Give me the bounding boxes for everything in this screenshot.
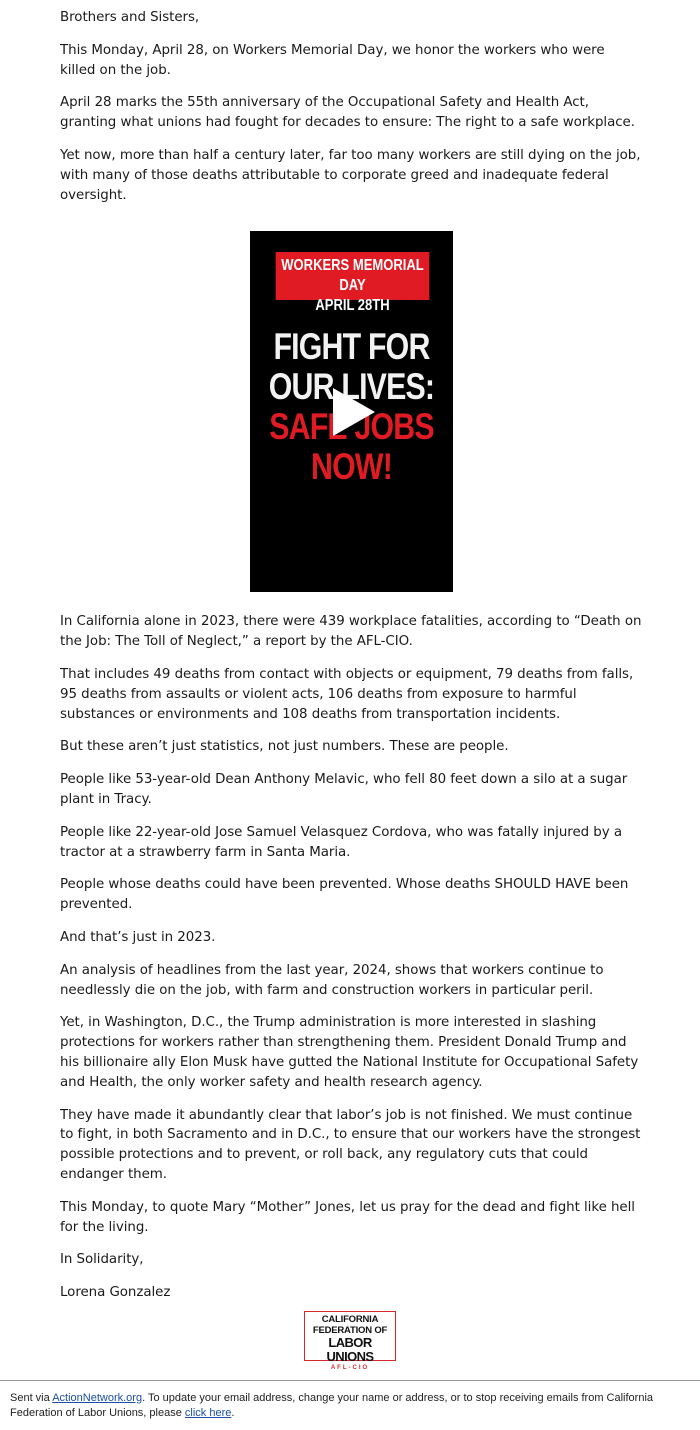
headline-line: OUR LIVES: [268, 366, 434, 408]
paragraph: This Monday, to quote Mary “Mother” Jones, let us pray for the dead and fight like hell for the living. [60, 1199, 635, 1235]
banner-line: WORKERS MEMORIAL DAY [280, 257, 424, 295]
logo-line: LABOR UNIONS [326, 1335, 374, 1364]
paragraph: An analysis of headlines from the last year, 2024, shows that workers continue to needlessly die on the job, with farm and construction workers in particular peril. [60, 962, 604, 998]
paragraph: In California alone in 2023, there were 439 workplace fatalities, according to “Death on the Job: The Toll of Neglect,” a report by the AFL-CIO. [60, 614, 642, 650]
paragraph: People like 22-year-old Jose Samuel Velasquez Cordova, who was fatally injured by a tractor at a strawberry farm in Santa Maria. [60, 824, 622, 860]
logo-line: FEDERATION OF [312, 1325, 388, 1336]
paragraph: This Monday, April 28, on Workers Memorial Day, we honor the workers who were killed on the job. [60, 42, 605, 78]
banner-line: APRIL 28TH [314, 297, 390, 315]
paragraph: Yet, in Washington, D.C., the Trump administration is more interested in slashing protections for workers rather than strengthening them. President Donald Trump and his billionaire ally Elon Musk have gutted the National Institute for Occupational Safety and Health, the only worker safety and health research agency. [60, 1015, 639, 1090]
paragraph: That includes 49 deaths from contact with objects or equipment, 79 deaths from falls, 95 deaths from assaults or violent acts, 106 deaths from exposure to harmful substances or environments and 108 deaths from transportation incidents. [60, 666, 634, 722]
greeting: Brothers and Sisters, [60, 10, 200, 25]
sign-off: In Solidarity, [60, 1252, 144, 1268]
signature-name: Lorena Gonzalez [60, 1285, 171, 1301]
paragraph: And that’s just in 2023. [60, 929, 216, 945]
paragraph: People like 53-year-old Dean Anthony Melavic, who fell 80 feet down a silo at a sugar plant in Tracy. [60, 772, 628, 807]
headline-line: FIGHT FOR [272, 326, 430, 368]
unsubscribe-link[interactable]: click here [184, 1406, 232, 1419]
paragraph: Yet now, more than half a century later, far too many workers are still dying on the job, with many of those deaths attributable to corporate greed and inadequate federal oversight. [60, 147, 641, 203]
headline-line: NOW! [310, 446, 392, 488]
logo-line: CALIFORNIA [321, 1314, 379, 1325]
federation-logo [304, 1311, 396, 1371]
email-body [60, 8, 642, 1316]
actionnetwork-link[interactable]: ActionNetwork.org [52, 1392, 143, 1404]
video-container [60, 231, 642, 592]
email-footer [0, 1380, 700, 1430]
footer-text: . [231, 1406, 235, 1419]
play-icon[interactable] [333, 388, 375, 436]
logo-container [0, 1311, 700, 1371]
paragraph: April 28 marks the 55th anniversary of the Occupational Safety and Health Act, granting what unions had fought for decades to ensure: The right to a safe workplace. [60, 95, 635, 131]
video-thumbnail[interactable] [250, 231, 453, 592]
headline-line: SAFE JOBS [268, 406, 434, 448]
logo-line: AFL-CIO [330, 1365, 370, 1371]
footer-text: . To update your email address, change your name or address, or to stop receiving emails from California Federation of Labor Unions, please [10, 1392, 654, 1419]
footer-text: Sent via [10, 1392, 53, 1404]
paragraph: They have made it abundantly clear that labor’s job is not finished. We must continue to fight, in both Sacramento and in D.C., to ensure that our workers have the strongest possible protections and to prevent, or roll back, any regulatory cuts that could endanger them. [60, 1107, 641, 1182]
video-banner [275, 252, 429, 315]
paragraph: People whose deaths could have been prevented. Whose deaths SHOULD HAVE been prevented. [60, 877, 629, 913]
paragraph: But these aren’t just statistics, not just numbers. These are people. [60, 739, 509, 755]
